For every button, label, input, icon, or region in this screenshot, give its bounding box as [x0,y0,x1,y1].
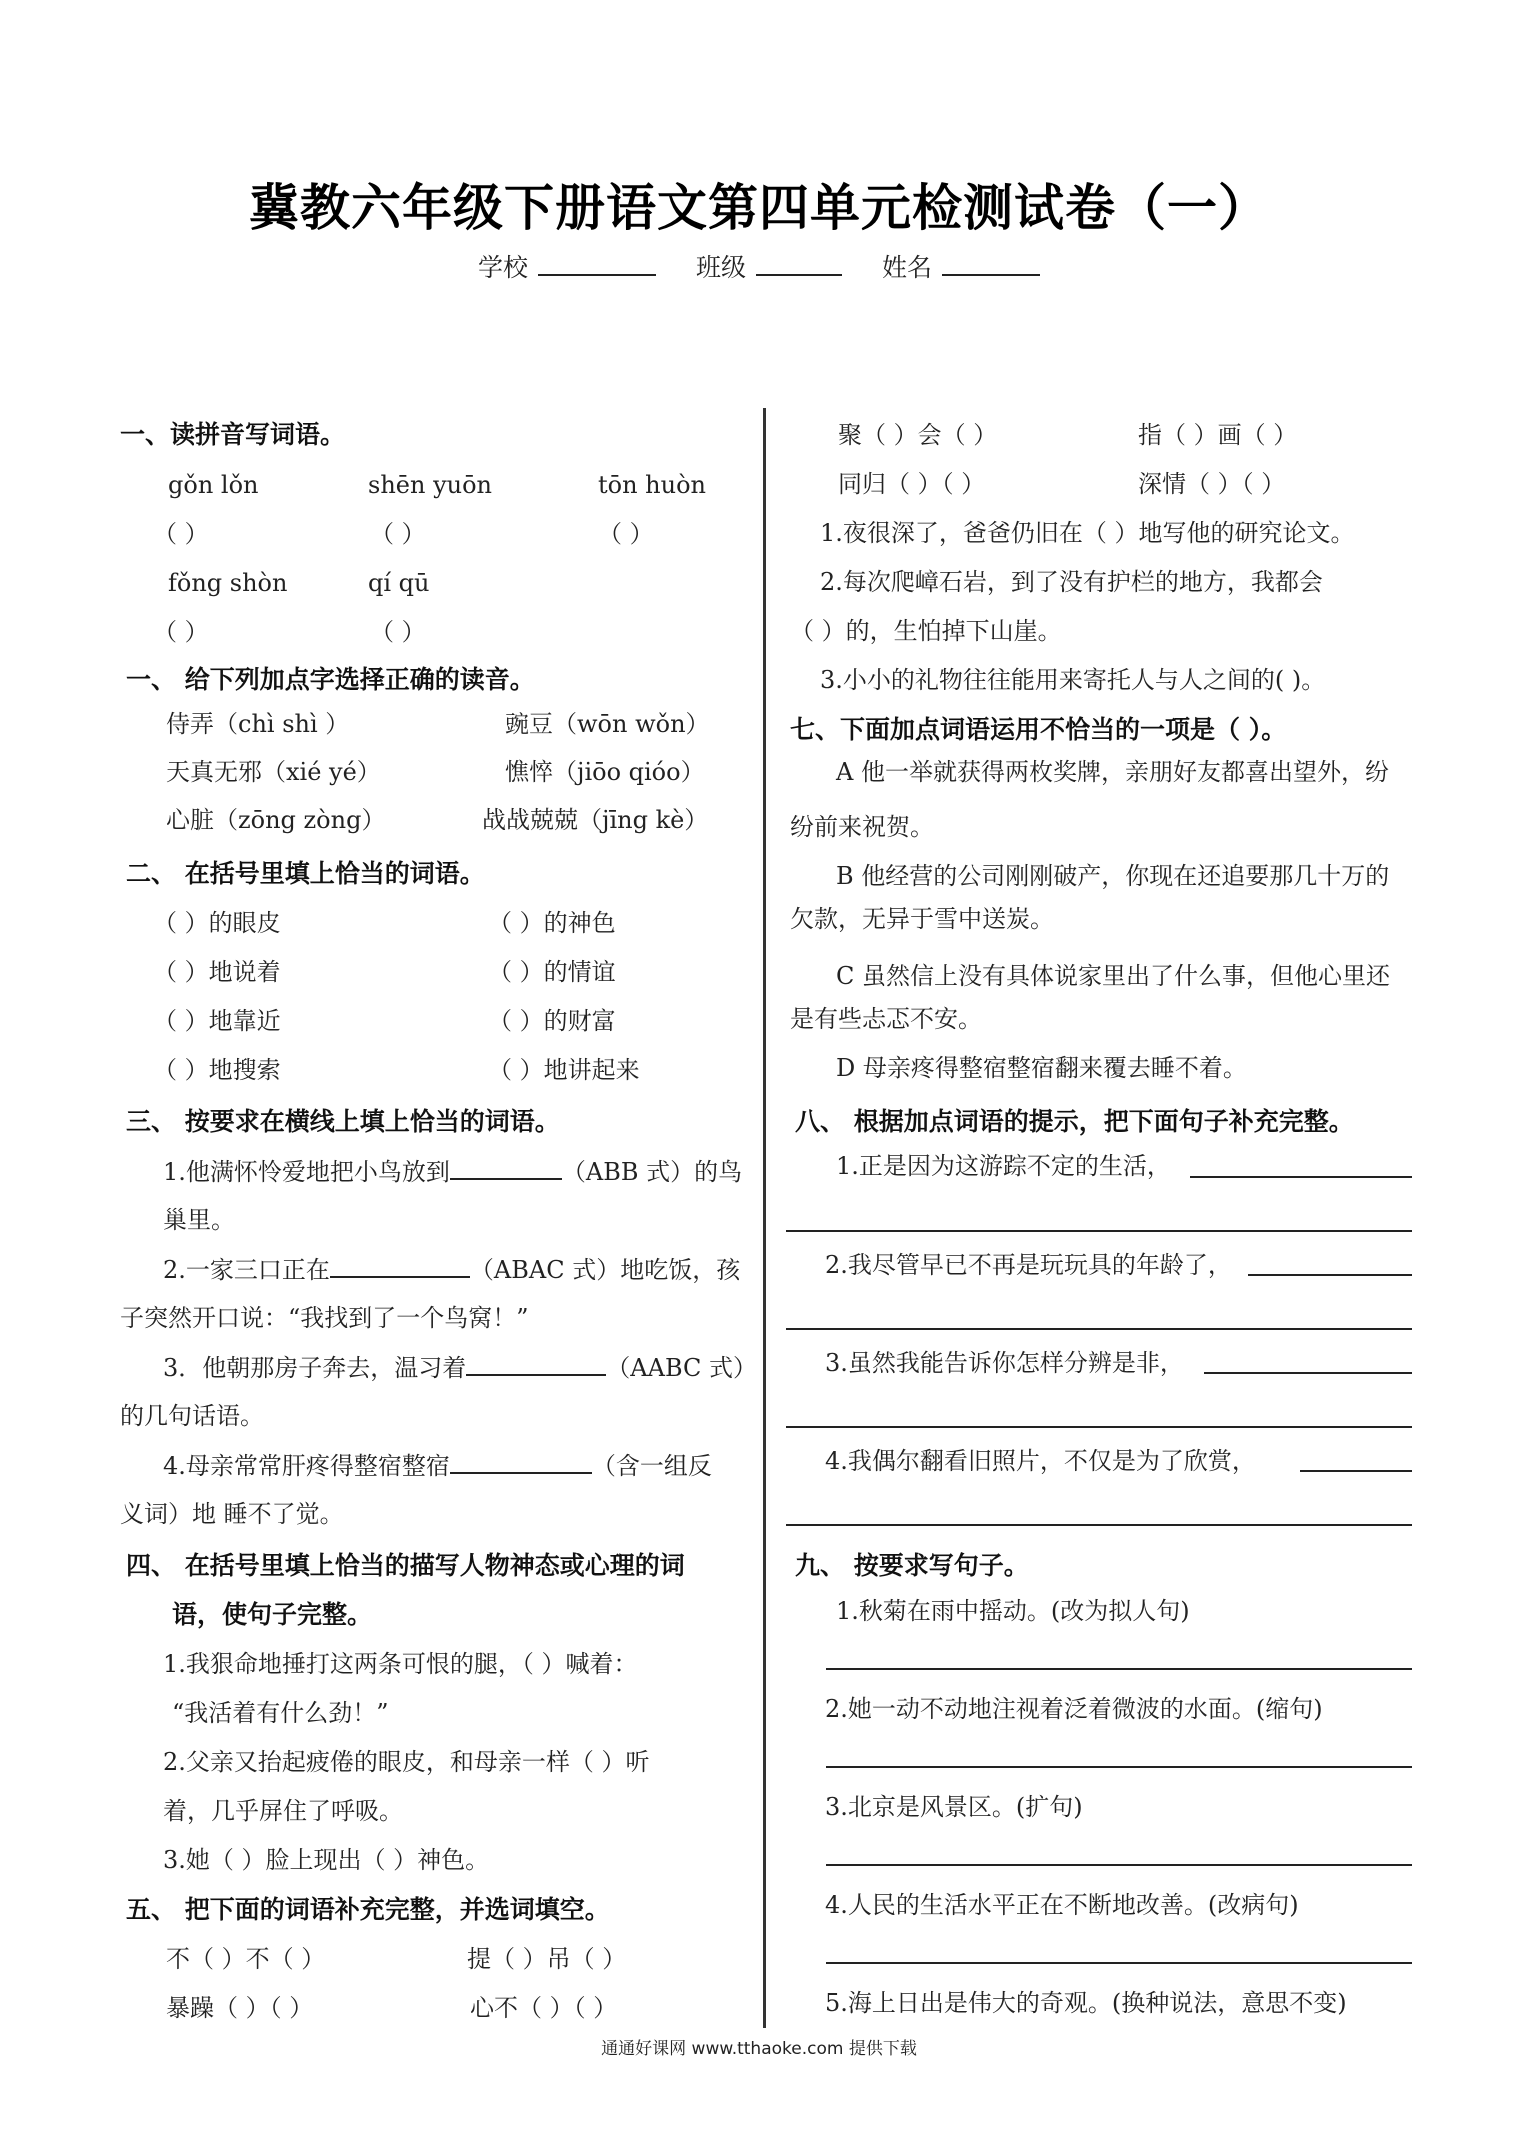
fill-item[interactable]: （ ）地靠近 [153,1007,281,1035]
pinyin: fǒng shòn [168,569,288,597]
column-divider [763,408,766,2028]
answer-bracket[interactable]: （ ） [370,618,426,646]
student-info [0,248,1518,284]
question-text: 2.一家三口正在 （ABAC 式）地吃饭，孩 [163,1256,741,1284]
answer-line[interactable] [1190,1176,1412,1178]
question-text: 3．他朝那房子奔去，温习着 （AABC 式） [163,1354,758,1382]
answer-line[interactable] [1204,1372,1412,1374]
pinyin: tōn huòn [598,471,706,499]
fill-item[interactable]: （ ）的神色 [488,909,616,937]
question-text[interactable]: 3.小小的礼物往往能用来寄托人与人之间的( )。 [820,666,1326,694]
pronunciation-item[interactable]: 天真无邪（xié yé） [166,758,381,786]
pronunciation-item[interactable]: 憔悴（jiōo qióo） [505,758,705,786]
answer-line[interactable] [826,1668,1412,1670]
question-text: 2.她一动不动地注视着泛着微波的水面。(缩句) [825,1695,1323,1723]
section-9-heading: 九、 按要求写句子。 [795,1551,1029,1580]
question-text[interactable]: 1.我狠命地捶打这两条可恨的腿，（ ）喊着： [163,1650,638,1678]
question-text: 2.我尽管早已不再是玩玩具的年龄了， [825,1251,1232,1279]
answer-line[interactable] [826,1864,1412,1866]
fill-item[interactable]: （ ）地搜索 [153,1056,281,1084]
choice-c[interactable]: C 虽然信上没有具体说家里出了什么事，但他心里还 [836,962,1390,990]
answer-line[interactable] [1248,1274,1412,1276]
question-text: 的几句话语。 [120,1402,264,1430]
question-text: 义词）地 睡不了觉。 [120,1500,344,1528]
choice-b[interactable]: B 他经营的公司刚刚破产，你现在还追要那几十万的 [836,862,1390,890]
idiom-item[interactable]: 不（ ）不（ ） [166,1945,326,1973]
idiom-item[interactable]: 心不（ ）（ ） [470,1994,618,2022]
section-2-heading: 一、 给下列加点字选择正确的读音。 [126,665,535,694]
fill-item[interactable]: （ ）地讲起来 [488,1056,640,1084]
question-text: 子突然开口说：“我找到了一个鸟窝！” [120,1304,529,1332]
question-text[interactable]: 1.夜很深了，爸爸仍旧在（ ）地写他的研究论文。 [820,519,1355,547]
section-1-heading: 一、读拼音写词语。 [120,420,346,449]
question-text: 2.每次爬嶂石岩，到了没有护栏的地方，我都会 [820,568,1323,596]
section-5-heading-cont: 语，使句子完整。 [172,1600,373,1629]
choice-a[interactable]: A 他一举就获得两枚奖牌，亲朋好友都喜出望外，纷 [836,758,1389,786]
question-text: “我活着有什么劲！” [172,1699,389,1727]
section-8-heading: 八、 根据加点词语的提示，把下面句子补充完整。 [795,1107,1354,1136]
answer-line[interactable] [1300,1470,1412,1472]
question-text: 4.我偶尔翻看旧照片，不仅是为了欣赏， [825,1447,1256,1475]
pinyin: gǒn lǒn [168,471,259,499]
question-text: 巢里。 [163,1206,235,1234]
footer-credit: 通通好课网 www.tthaoke.com 提供下载 [601,2039,917,2059]
pronunciation-item[interactable]: 战战兢兢（jīng kè） [482,806,709,834]
question-text: 1.正是因为这游踪不定的生活， [836,1152,1171,1180]
answer-bracket[interactable]: （ ） [370,520,426,548]
name-field[interactable]: 姓名 [882,248,1040,284]
section-7-heading: 七、下面加点词语运用不恰当的一项是（ ）。 [790,715,1287,744]
pronunciation-item[interactable]: 豌豆（wōn wǒn） [505,710,710,738]
question-text: 1.他满怀怜爱地把小鸟放到 （ABB 式）的鸟 [163,1158,743,1186]
answer-bracket[interactable]: （ ） [598,520,654,548]
choice-c-cont: 是有些忐忑不安。 [790,1005,982,1033]
answer-line[interactable] [466,1352,606,1376]
question-text: 3.北京是风景区。(扩句) [825,1793,1083,1821]
question-text: 着，几乎屏住了呼吸。 [163,1797,403,1825]
answer-line[interactable] [826,1766,1412,1768]
school-field[interactable]: 学校 [478,248,656,284]
answer-bracket[interactable]: （ ） [153,520,209,548]
page-title: 冀教六年级下册语文第四单元检测试卷（一） [249,179,1269,237]
answer-line[interactable] [826,1962,1412,1964]
choice-d[interactable]: D 母亲疼得整宿整宿翻来覆去睡不着。 [836,1054,1247,1082]
answer-line[interactable] [330,1254,470,1278]
idiom-item[interactable]: 深情（ ）（ ） [1138,470,1286,498]
answer-line[interactable] [786,1426,1412,1428]
section-5-heading: 四、 在括号里填上恰当的描写人物神态或心理的词 [126,1551,685,1580]
idiom-item[interactable]: 同归（ ）（ ） [838,470,986,498]
answer-line[interactable] [450,1450,592,1474]
answer-line[interactable] [786,1230,1412,1232]
pronunciation-item[interactable]: 侍弄（chì shì ） [166,710,350,738]
section-3-heading: 二、 在括号里填上恰当的词语。 [126,859,485,888]
idiom-item[interactable]: 提（ ）吊（ ） [467,1945,627,1973]
question-text[interactable]: 3.她（ ）脸上现出（ ）神色。 [163,1846,490,1874]
question-text: 5.海上日出是伟大的奇观。(换种说法，意思不变) [825,1989,1347,2017]
question-text: 1.秋菊在雨中摇动。(改为拟人句) [836,1597,1190,1625]
fill-item[interactable]: （ ）地说着 [153,958,281,986]
choice-b-cont: 欠款，无异于雪中送炭。 [790,905,1054,933]
fill-item[interactable]: （ ）的眼皮 [153,909,281,937]
answer-bracket[interactable]: （ ） [153,618,209,646]
answer-line[interactable] [786,1328,1412,1330]
class-field[interactable]: 班级 [696,248,842,284]
section-4-heading: 三、 按要求在横线上填上恰当的词语。 [126,1107,560,1136]
idiom-item[interactable]: 指（ ）画（ ） [1138,421,1298,449]
question-text: 4.母亲常常肝疼得整宿整宿 （含一组反 [163,1452,712,1480]
pinyin: qí qū [368,569,430,597]
fill-item[interactable]: （ ）的情谊 [488,958,616,986]
answer-line[interactable] [786,1524,1412,1526]
question-text[interactable]: 2.父亲又抬起疲倦的眼皮，和母亲一样（ ）听 [163,1748,650,1776]
idiom-item[interactable]: 暴躁（ ）（ ） [166,1994,314,2022]
choice-a-cont: 纷前来祝贺。 [790,813,934,841]
answer-line[interactable] [450,1156,562,1180]
question-text[interactable]: （ ）的，生怕掉下山崖。 [790,617,1062,645]
section-6-heading: 五、 把下面的词语补充完整，并选词填空。 [126,1895,610,1924]
question-text: 3.虽然我能告诉你怎样分辨是非， [825,1349,1184,1377]
pronunciation-item[interactable]: 心脏（zōng zòng） [166,806,386,834]
idiom-item[interactable]: 聚（ ）会（ ） [838,421,998,449]
pinyin: shēn yuōn [368,471,492,499]
fill-item[interactable]: （ ）的财富 [488,1007,616,1035]
question-text: 4.人民的生活水平正在不断地改善。(改病句) [825,1891,1299,1919]
